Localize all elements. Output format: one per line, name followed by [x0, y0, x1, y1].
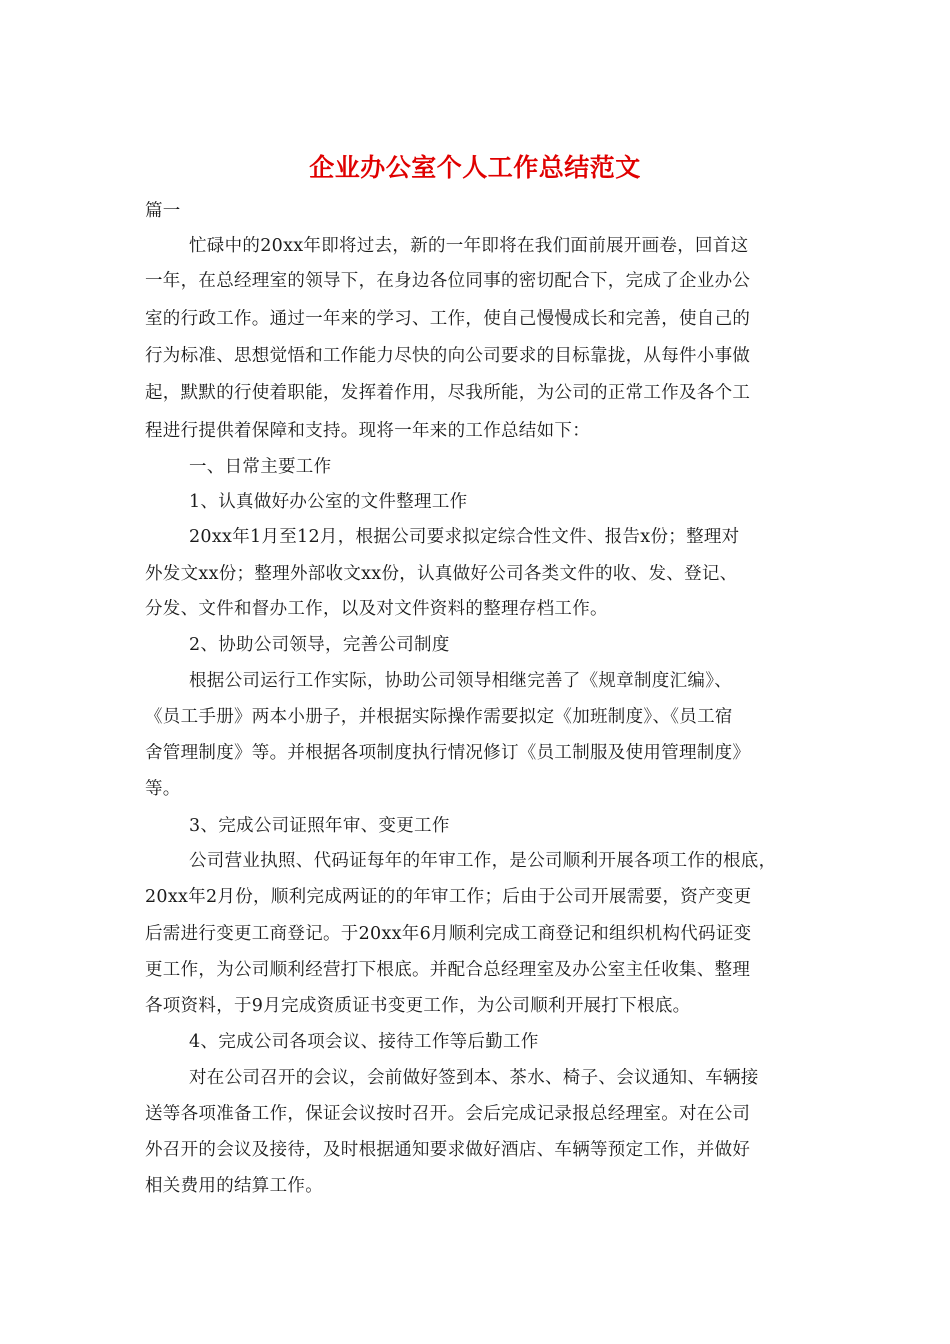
- paragraph-line: 后需进行变更工商登记。于20xx年6月顺利完成工商登记和组织机构代码证变: [145, 924, 752, 944]
- document-title: 企业办公室个人工作总结范文: [309, 153, 641, 182]
- subsection-heading: 1、认真做好办公室的文件整理工作: [189, 492, 468, 512]
- paragraph-line: 外发文xx份；整理外部收文xx份，认真做好公司各类文件的收、发、登记、: [145, 564, 738, 584]
- paragraph-line: 舍管理制度》等。并根据各项制度执行情况修订《员工制服及使用管理制度》: [145, 743, 751, 763]
- section-label: 篇一: [145, 201, 181, 221]
- paragraph-line: 室的行政工作。通过一年来的学习、工作，使自己慢慢成长和完善，使自己的: [145, 309, 751, 329]
- paragraph-line: 20xx年2月份，顺利完成两证的的年审工作；后由于公司开展需要，资产变更: [145, 887, 752, 907]
- paragraph-line: 20xx年1月至12月，根据公司要求拟定综合性文件、报告x份；整理对: [189, 527, 740, 547]
- subsection-heading: 3、完成公司证照年审、变更工作: [189, 816, 450, 836]
- paragraph-line: 起，默默的行使着职能，发挥着作用，尽我所能，为公司的正常工作及各个工: [145, 383, 751, 403]
- paragraph-line: 送等各项准备工作，保证会议按时召开。会后完成记录报总经理室。对在公司: [145, 1104, 751, 1124]
- paragraph-line: 《员工手册》两本小册子，并根据实际操作需要拟定《加班制度》、《员工宿: [145, 707, 733, 727]
- paragraph-line: 各项资料，于9月完成资质证书变更工作，为公司顺利开展打下根底。: [145, 996, 691, 1016]
- paragraph-line: 更工作，为公司顺利经营打下根底。并配合总经理室及办公室主任收集、整理: [145, 960, 751, 980]
- paragraph-line: 行为标准、思想觉悟和工作能力尽快的向公司要求的目标靠拢，从每件小事做: [145, 346, 751, 366]
- paragraph-line: 相关费用的结算工作。: [145, 1176, 323, 1196]
- paragraph-line: 程进行提供着保障和支持。现将一年来的工作总结如下：: [145, 421, 590, 441]
- paragraph-line: 一年，在总经理室的领导下，在身边各位同事的密切配合下，完成了企业办公: [145, 271, 751, 291]
- paragraph-line: 公司营业执照、代码证每年的年审工作，是公司顺利开展各项工作的根底，: [189, 851, 777, 871]
- section-heading: 一、日常主要工作: [189, 457, 332, 477]
- subsection-heading: 2、协助公司领导，完善公司制度: [189, 635, 450, 655]
- subsection-heading: 4、完成公司各项会议、接待工作等后勤工作: [189, 1032, 539, 1052]
- paragraph-line: 对在公司召开的会议，会前做好签到本、茶水、椅子、会议通知、车辆接: [189, 1068, 759, 1088]
- paragraph-line: 根据公司运行工作实际，协助公司领导相继完善了《规章制度汇编》、: [189, 671, 733, 691]
- paragraph-line: 分发、文件和督办工作，以及对文件资料的整理存档工作。: [145, 599, 608, 619]
- paragraph-line: 等。: [145, 779, 181, 799]
- paragraph-line: 忙碌中的20xx年即将过去，新的一年即将在我们面前展开画卷，回首这: [189, 236, 749, 256]
- paragraph-line: 外召开的会议及接待，及时根据通知要求做好酒店、车辆等预定工作，并做好: [145, 1140, 751, 1160]
